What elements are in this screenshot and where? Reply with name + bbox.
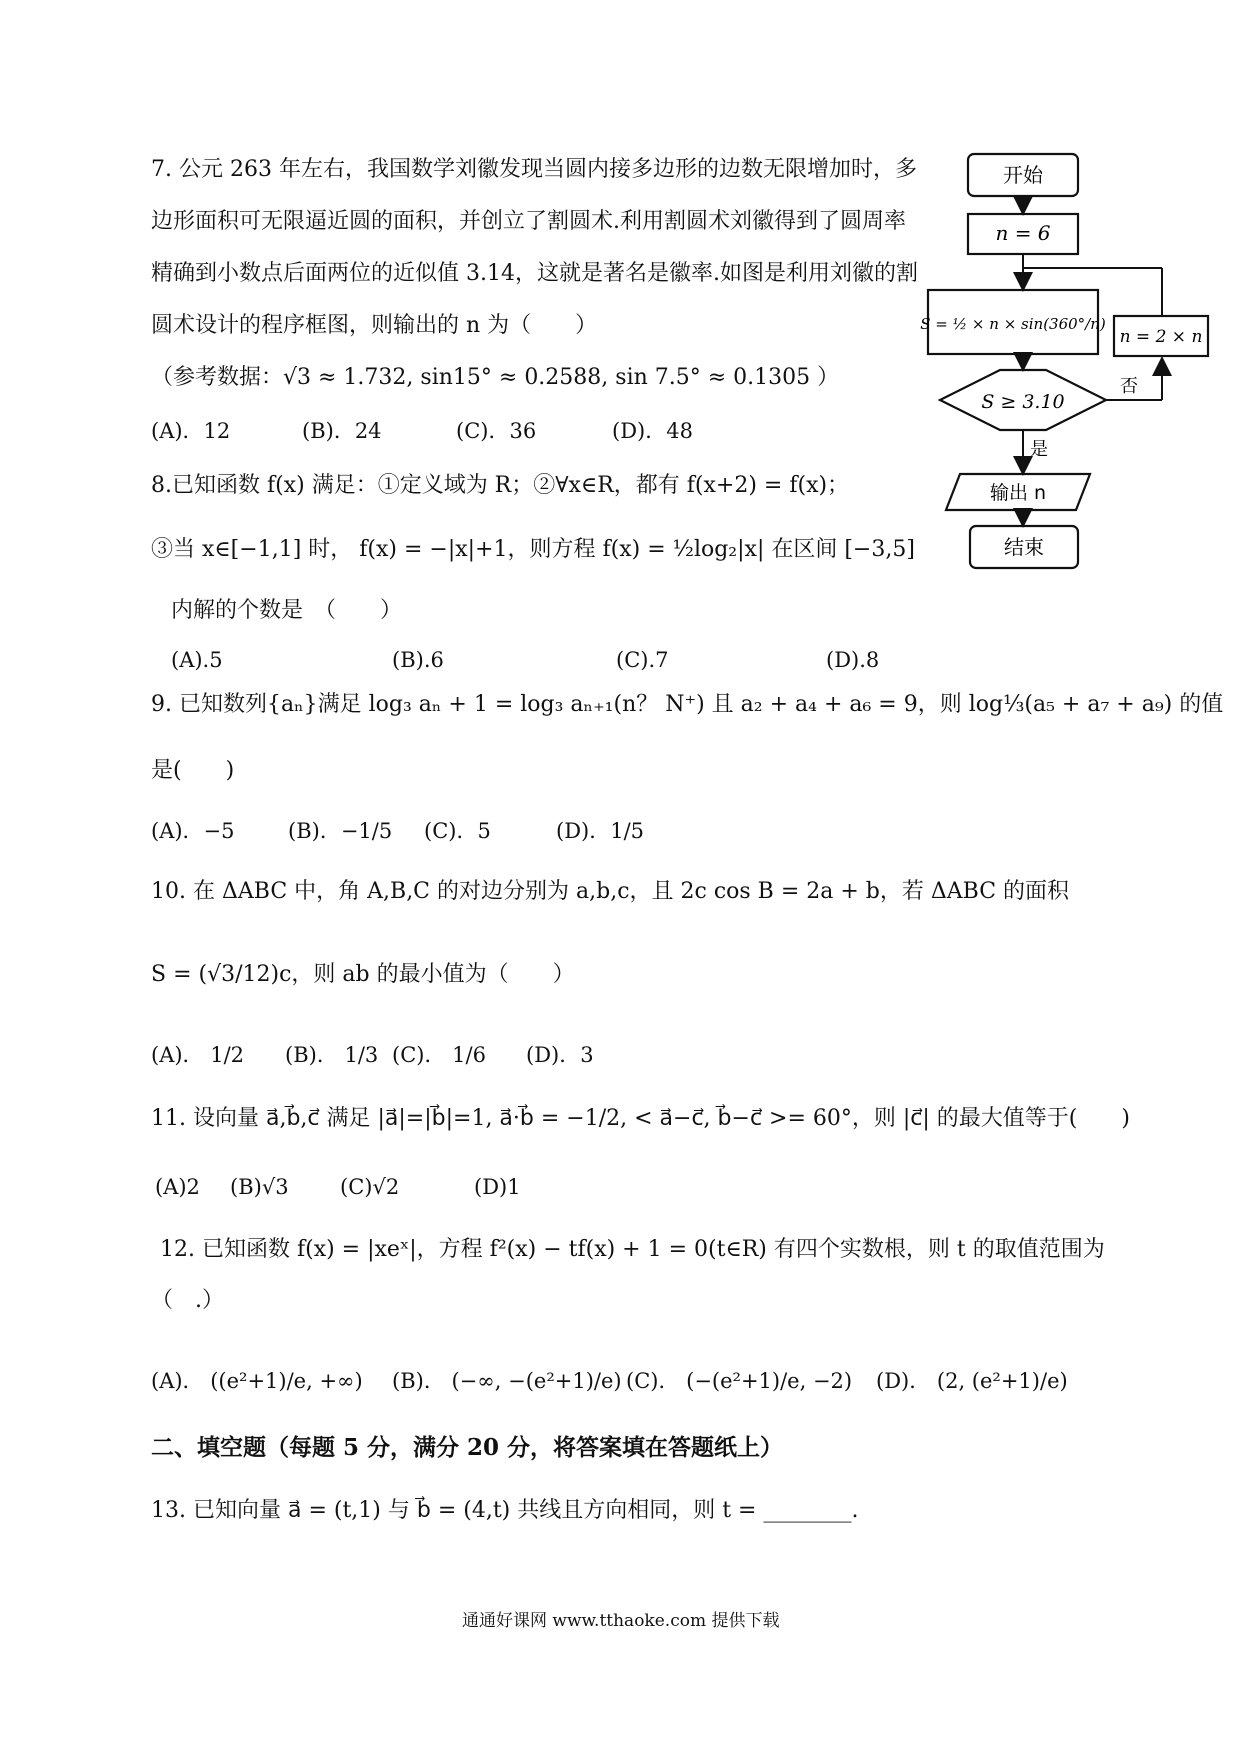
- q11-option-b: (B)√3: [230, 1175, 289, 1199]
- q7-line-3: 精确到小数点后面两位的近似值 3.14，这就是著名是徽率.如图是利用刘徽的割: [151, 261, 918, 286]
- flowchart-end-label: 结束: [1004, 535, 1044, 559]
- q12-option-a: (A)． ((e²+1)/e, +∞): [151, 1369, 363, 1393]
- section-heading: 二、填空题（每题 5 分，满分 20 分，将答案填在答题纸上）: [151, 1434, 784, 1461]
- q7-option-d: (D)．48: [612, 419, 693, 443]
- flowchart-output-label: 输出 n: [989, 482, 1047, 504]
- q12-option-d: (D)． (2, (e²+1)/e): [876, 1369, 1068, 1393]
- q10-option-c: (C)． 1/6: [392, 1043, 486, 1067]
- q7-line-2: 边形面积可无限逼近圆的面积，并创立了割圆术.利用割圆术刘徽得到了圆周率: [151, 209, 906, 234]
- q9-line-1: 9. 已知数列{aₙ}满足 log₃ aₙ + 1 = log₃ aₙ₊₁(n？ N⁺) 且 a₂ + a₄ + a₆ = 9，则 log⅓(a₅ + a₇ + a₉) 的值: [151, 692, 1224, 717]
- q10-option-d: (D)．3: [526, 1043, 594, 1067]
- q13-line-1: 13. 已知向量 a⃗ = (t,1) 与 b⃗ = (4,t) 共线且方向相同，则 t = ________.: [151, 1498, 859, 1523]
- q9-option-c: (C)．5: [424, 819, 491, 843]
- q7-reference-data: （参考数据：√3 ≈ 1.732, sin15° ≈ 0.2588, sin 7.5° ≈ 0.1305 ）: [151, 365, 840, 390]
- program-flowchart: [920, 148, 1210, 578]
- flowchart-decision-label: S ≥ 3.10: [981, 391, 1065, 413]
- q12-line-2: （ .）: [151, 1288, 224, 1313]
- q9-option-a: (A)．−5: [151, 819, 235, 843]
- q8-line-2: ③当 x∈[−1,1] 时， f(x) = −|x|+1，则方程 f(x) = ½log₂|x| 在区间 [−3,5]: [151, 537, 915, 562]
- flowchart-yes-label: 是: [1030, 439, 1048, 460]
- q10-option-b: (B)． 1/3: [285, 1043, 379, 1067]
- flowchart-no-label: 否: [1120, 376, 1138, 397]
- q7-line-1: 7. 公元 263 年左右，我国数学刘徽发现当圆内接多边形的边数无限增加时，多: [151, 157, 917, 182]
- q7-option-a: (A)．12: [151, 419, 231, 443]
- q10-line-2: S = (√3/12)c，则 ab 的最小值为（ ）: [151, 962, 575, 987]
- q9-option-b: (B)．−1/5: [288, 819, 393, 843]
- q9-option-d: (D)．1/5: [556, 819, 645, 843]
- flowchart-start-label: 开始: [1003, 163, 1043, 187]
- q11-option-a: (A)2: [155, 1175, 200, 1199]
- page-footer: 通通好课网 www.tthaoke.com 提供下载: [462, 1611, 780, 1631]
- flowchart-formula-label: S = ½ × n × sin(360°/n): [920, 315, 1106, 333]
- q11-option-d: (D)1: [474, 1175, 521, 1199]
- q8-line-1: 8.已知函数 f(x) 满足：①定义域为 R；②∀x∈R，都有 f(x+2) = f(x)；: [151, 473, 850, 498]
- q7-option-b: (B)．24: [302, 419, 382, 443]
- q11-line-1: 11. 设向量 a⃗,b⃗,c⃗ 满足 |a⃗|=|b⃗|=1, a⃗·b⃗ = −1/2, < a⃗−c⃗, b⃗−c⃗ >= 60°，则 |c⃗| 的最大值等于( ): [151, 1106, 1130, 1131]
- q8-option-c: (C).7: [616, 648, 669, 672]
- q7-line-4: 圆术设计的程序框图，则输出的 n 为（ ）: [151, 313, 598, 338]
- q8-option-b: (B).6: [392, 648, 444, 672]
- q12-option-b: (B)． (−∞, −(e²+1)/e): [392, 1369, 622, 1393]
- flowchart-init-label: n = 6: [995, 221, 1051, 245]
- q8-option-d: (D).8: [826, 648, 880, 672]
- q11-option-c: (C)√2: [340, 1175, 400, 1199]
- q8-option-a: (A).5: [171, 648, 223, 672]
- flowchart-update-label: n = 2 × n: [1119, 327, 1203, 347]
- q8-line-3: 内解的个数是 （ ）: [171, 598, 403, 623]
- q7-option-c: (C)．36: [456, 419, 537, 443]
- q10-option-a: (A)． 1/2: [151, 1043, 245, 1067]
- q10-line-1: 10. 在 ΔABC 中，角 A,B,C 的对边分别为 a,b,c，且 2c cos B = 2a + b，若 ΔABC 的面积: [151, 879, 1070, 904]
- q12-line-1: 12. 已知函数 f(x) = |xeˣ|，方程 f²(x) − tf(x) + 1 = 0(t∈R) 有四个实数根，则 t 的取值范围为: [160, 1237, 1105, 1262]
- q9-line-2: 是( ): [151, 758, 235, 783]
- q12-option-c: (C)． (−(e²+1)/e, −2): [626, 1369, 853, 1393]
